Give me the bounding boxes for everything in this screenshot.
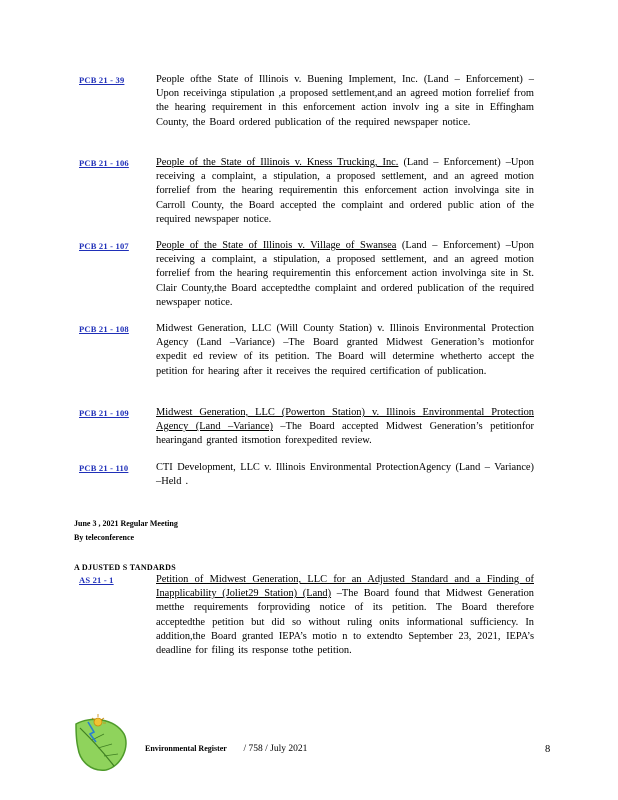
footer-publication (145, 744, 307, 754)
case-link[interactable]: PCB 21 - 39 (79, 75, 125, 85)
case-body: –The Board accepted Midwest Generation’s petitionfor hearingand granted itsmotion forexpedited review. (156, 421, 534, 447)
case-title: Midwest Generation, LLC (Powerton Station) v. Illinois Environmental Protection Agency (Land –Variance) (156, 407, 534, 433)
case-title: People of the State of Illinois v. Village of Swansea (156, 240, 397, 251)
case-body: Midwest Generation, LLC (Will County Station) v. Illinois Environmental Protection Agency (Land –Variance) –The Board granted Midwest Generation’s motionfor expedit ed review of its petition. The Board will determine whetherto accept the petition for hearing after it receives the required certification of publication. (156, 323, 534, 377)
case-summary (156, 573, 534, 658)
case-link[interactable]: PCB 21 - 110 (79, 463, 129, 473)
case-body: (Land – Enforcement) –Upon receiving a complaint, a stipulation, a proposed settlement, and an agreed motion forrelief from the hearing requirementin this enforcement action involvinga site in St. Clair County,the Board acceptedthe complaint and ordered publication of the required newspaper notice. (156, 240, 534, 308)
issue-info: / 758 / July 2021 (243, 744, 308, 754)
case-summary (156, 156, 534, 227)
case-summary (156, 322, 534, 379)
case-summary (156, 406, 534, 449)
leaf-logo-icon (70, 712, 132, 774)
case-summary (156, 73, 534, 130)
meeting-date: June 3 , 2021 Regular Meeting (74, 519, 178, 528)
publication-name: Environmental Register (145, 744, 227, 753)
case-body: CTI Development, LLC v. Illinois Environmental ProtectionAgency (Land – Variance) –Held . (156, 462, 534, 488)
case-title: Petition of Midwest Generation, LLC for an Adjusted Standard and a Finding of Inapplicability (Joliet29 Station) (Land) (156, 574, 534, 600)
case-link[interactable]: PCB 21 - 108 (79, 324, 129, 334)
case-link[interactable]: PCB 21 - 106 (79, 158, 129, 168)
case-body: (Land – Enforcement) –Upon receiving a complaint, a stipulation, a proposed settlement, and an agreed motion forrelief from the hearing requirementin this enforcement action involvinga site in Carroll County, the Board accepted the complaint and ordered public ation of the required newspaper notice. (156, 157, 534, 225)
case-link[interactable]: AS 21 - 1 (79, 575, 114, 585)
case-title: People of the State of Illinois v. Kness Trucking, Inc. (156, 157, 399, 168)
case-link[interactable]: PCB 21 - 107 (79, 241, 129, 251)
section-heading: A DJUSTED S TANDARDS (74, 563, 176, 572)
case-body: –The Board found that Midwest Generation metthe requirements forproviding notice of its petition. The Board therefore acceptedthe petition but did so without ruling onits informational sufficiency. In addition,the Board granted IEPA’s motio n to extendto September 23, 2021, IEPA’s deadline for filing its response tothe petition. (156, 588, 535, 657)
case-link[interactable]: PCB 21 - 109 (79, 408, 129, 418)
case-summary (156, 461, 534, 489)
case-summary (156, 239, 534, 310)
meeting-medium: By teleconference (74, 533, 135, 542)
case-body: People ofthe State of Illinois v. Buening Implement, Inc. (Land – Enforcement) –Upon receivinga stipulation ,a proposed settlement,and an agreed motion forrelief from the hearing requirement in this enforcement action involv ing a site in Effingham County, the Board ordered publication of the required newspaper notice. (156, 74, 534, 128)
page-number: 8 (545, 744, 551, 755)
